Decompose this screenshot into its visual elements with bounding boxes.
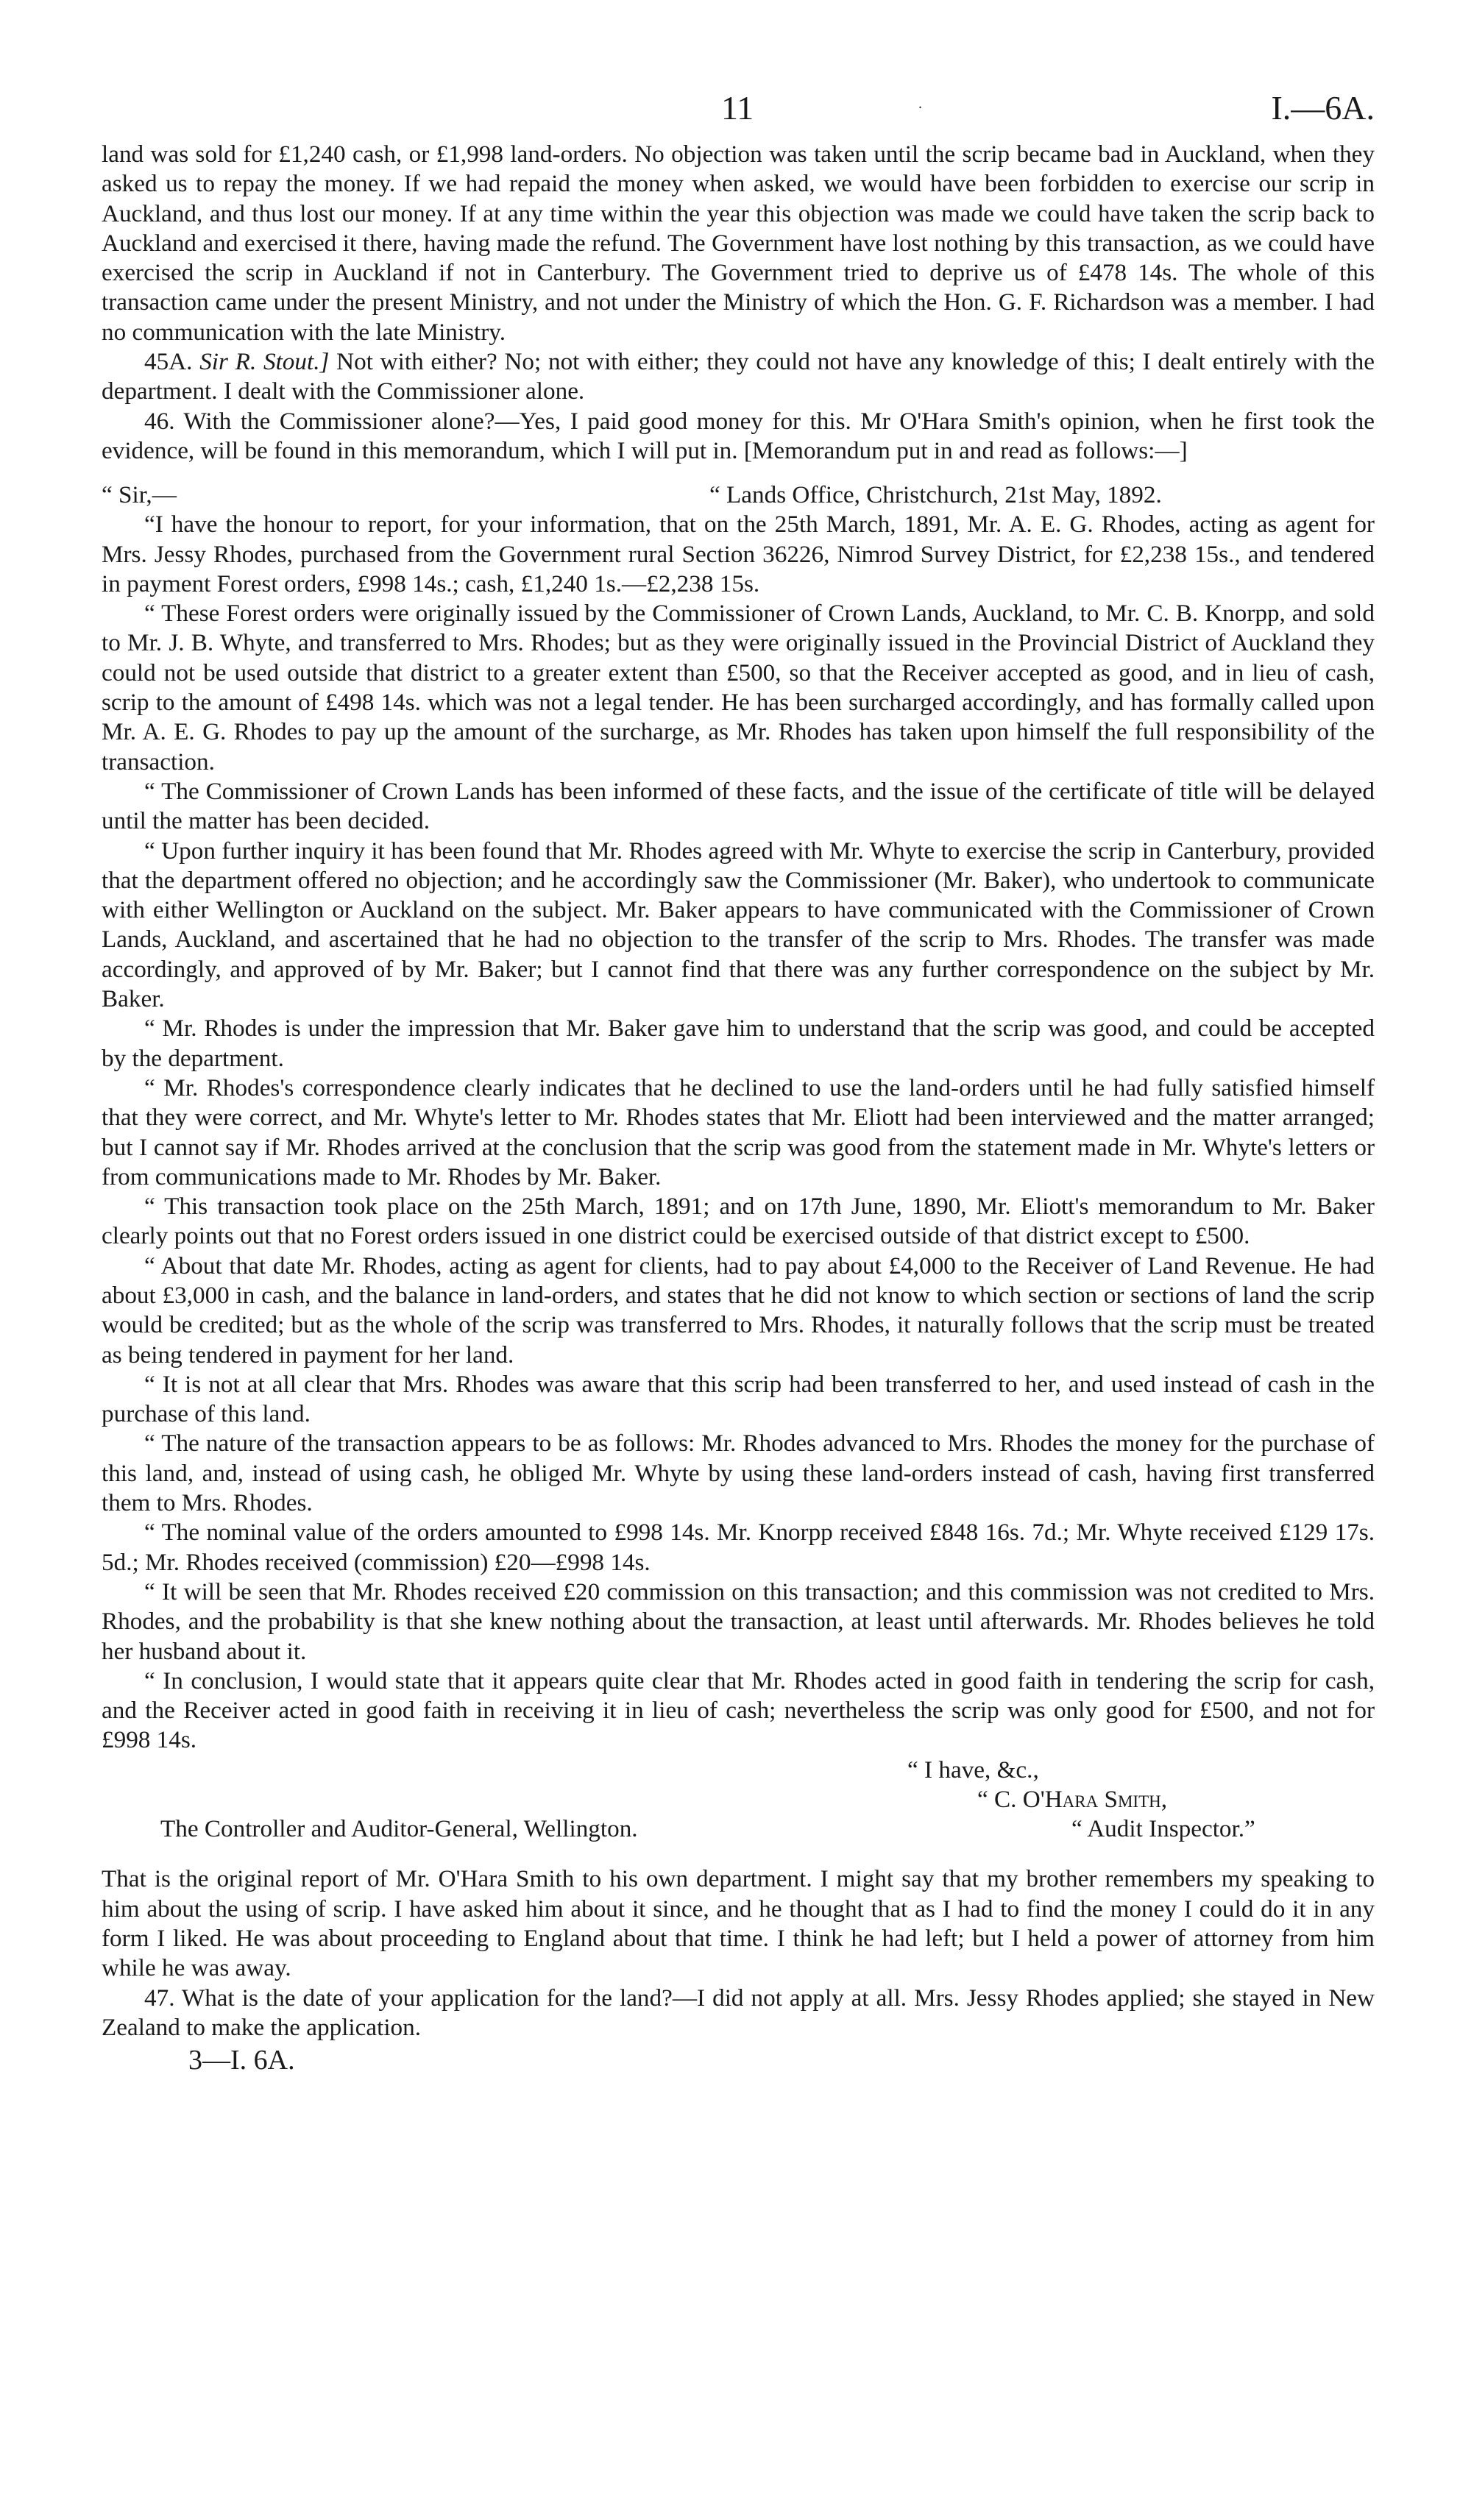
memorandum xyxy=(102,480,1375,1844)
page-number: 11 xyxy=(721,89,754,127)
paragraph-report: That is the original report of Mr. O'Hara Smith to his own department. I might say that my brother remembers my speaking to him about the using of scrip. I have asked him about it since, and he thought that as I had to find the money I could do it in any form I liked. He was about proceeding to England about that time. I think he had left; but I held a power of attorney from him while he was away. xyxy=(102,1865,1375,1982)
page-header xyxy=(102,88,1375,140)
memo-paragraph: “ These Forest orders were originally issued by the Commissioner of Crown Lands, Auckland, to Mr. C. B. Knorpp, and sold to Mr. J. B. Whyte, and transferred to Mrs. Rhodes; but as they were originally issued in the Provincial District of Auckland they could not be used outside that district to a greater extent than £500, so that the Receiver accepted as good, and in lieu of cash, scrip to the amount of £498 14s. which was not a legal tender. He has been surcharged accordingly, and has formally called upon Mr. A. E. G. Rhodes to pay up the amount of the surcharge, as Mr. Rhodes has taken upon himself the full responsibility of the transaction. xyxy=(102,600,1375,775)
memo-paragraph: “ It will be seen that Mr. Rhodes received £20 commission on this transaction; and this commission was not credited to Mrs. Rhodes, and the probability is that she knew nothing about the transaction, at least until afterwards. Mr. Rhodes believes he told her husband about it. xyxy=(102,1577,1375,1665)
paragraph-continued: land was sold for £1,240 cash, or £1,998 land-orders. No objection was taken until the scrip became bad in Auckland, when they asked us to repay the money. If we had repaid the money when asked, we would have been forbidden to exercise our scrip in Auckland, and thus lost our money. If at any time within the year this objection was made we could have taken the scrip back to Auckland and exercised it there, having made the refund. The Government have lost nothing by this transaction, as we could have exercised the scrip in Auckland if not in Canterbury. The Government tried to deprive us of £478 14s. The whole of this transaction came under the present Ministry, and not under the Ministry of which the Hon. G. F. Richardson was a member. I had no communication with the late Ministry. xyxy=(102,141,1375,346)
memo-addressee: The Controller and Auditor-General, Wellington. xyxy=(160,1815,638,1843)
paragraph-45a-text: Not with either? No; not with either; they could not have any knowledge of this; I dealt entirely with the department. I dealt with the Commissioner alone. xyxy=(102,348,1375,405)
memo-paragraph: “ About that date Mr. Rhodes, acting as agent for clients, had to pay about £4,000 to the Receiver of Land Revenue. He had about £3,000 in cash, and the balance in land-orders, and states that he did not know to which section or sections of land the scrip would be credited; but as the whole of the scrip was transferred to Mrs. Rhodes, it naturally follows that the scrip must be treated as being tendered in payment for her land. xyxy=(102,1252,1375,1369)
memo-address-row xyxy=(102,1814,1375,1844)
memo-signature xyxy=(102,1785,1375,1814)
speaker-name: Sir R. Stout.] xyxy=(199,348,330,376)
memo-place-date: “ Lands Office, Christchurch, 21st May, 1892. xyxy=(709,481,1162,509)
memo-paragraph: “ Mr. Rhodes is under the impression that Mr. Baker gave him to understand that the scrip was good, and could be accepted by the department. xyxy=(102,1015,1375,1072)
memo-heading xyxy=(102,480,1375,510)
paragraph-45a xyxy=(102,347,1375,407)
memo-salutation: “ Sir,— xyxy=(102,481,177,509)
document-page xyxy=(102,88,1375,2076)
memo-paragraph: “ Mr. Rhodes's correspondence clearly indicates that he declined to use the land-orders until he had fully satisfied himself that they were correct, and Mr. Whyte's letter to Mr. Rhodes states that Mr. Eliott had been interviewed and the matter arranged; but I cannot say if Mr. Rhodes arrived at the conclusion that the scrip was good from the statement made in Mr. Whyte's letters or from communications made to Mr. Rhodes by Mr. Baker. xyxy=(102,1073,1375,1190)
paper-reference: I.—6A. xyxy=(1271,89,1375,127)
memo-paragraph: “ The Commissioner of Crown Lands has been informed of these facts, and the issue of the certificate of title will be delayed until the matter has been decided. xyxy=(102,777,1375,835)
memo-paragraph: “ This transaction took place on the 25th March, 1891; and on 17th June, 1890, Mr. Eliott's memorandum to Mr. Baker clearly points out that no Forest orders issued in one district could be exercised outside of that district except to £500. xyxy=(102,1193,1375,1250)
memo-paragraph: “ Upon further inquiry it has been found that Mr. Rhodes agreed with Mr. Whyte to exercise the scrip in Canterbury, provided that the department offered no objection; and he accordingly saw the Commissioner (Mr. Baker), who undertook to communicate with either Wellington or Auckland on the subject. Mr. Baker appears to have communicated with the Commissioner of Crown Lands, Auckland, and ascertained that he had no objection to the transfer of the scrip to Mrs. Rhodes. The transfer was made accordingly, and approved of by Mr. Baker; but I cannot find that there was any further correspondence on the subject by Mr. Baker. xyxy=(102,837,1375,1013)
memo-paragraph: “I have the honour to report, for your information, that on the 25th March, 1891, Mr. A. E. G. Rhodes, acting as agent for Mrs. Jessy Rhodes, purchased from the Government rural Section 36226, Nimrod Survey District, for £2,238 15s., and tendered in payment Forest orders, £998 14s.; cash, £1,240 1s.—£2,238 15s. xyxy=(102,511,1375,597)
question-number: 45A. xyxy=(144,348,193,376)
memo-closing: “ I have, &c., xyxy=(907,1756,1039,1783)
paragraph-46: 46. With the Commissioner alone?—Yes, I paid good money for this. Mr O'Hara Smith's opinion, when he first took the evidence, will be found in this memorandum, which I will put in. [Memorandum put in and read as follows:—] xyxy=(102,407,1375,464)
signatory-name: “ C. O'Hara Smith, xyxy=(977,1786,1168,1814)
memo-paragraph: “ The nature of the transaction appears to be as follows: Mr. Rhodes advanced to Mrs. Rhodes the money for the purchase of this land, and, instead of using cash, he obliged Mr. Whyte by using these land-orders instead of cash, having first transferred them to Mrs. Rhodes. xyxy=(102,1430,1375,1517)
memo-paragraph: “ The nominal value of the orders amounted to £998 14s. Mr. Knorpp received £848 16s. 7d.; Mr. Whyte received £129 17s. 5d.; Mr. Rhodes received (commission) £20—£998 14s. xyxy=(102,1519,1375,1576)
header-dot: . xyxy=(918,96,922,112)
memo-signatory-title: “ Audit Inspector.” xyxy=(1071,1815,1255,1843)
signature-mark: 3—I. 6A. xyxy=(188,2045,295,2076)
memo-paragraph: “ In conclusion, I would state that it appears quite clear that Mr. Rhodes acted in good faith in tendering the scrip for cash, and the Receiver acted in good faith in receiving it in lieu of cash; nevertheless the scrip was only good for £500, and not for £998 14s. xyxy=(102,1667,1375,1754)
paragraph-47: 47. What is the date of your application for the land?—I did not apply at all. Mrs. Jessy Rhodes applied; she stayed in New Zealand to make the application. xyxy=(102,1984,1375,2041)
memo-paragraph: “ It is not at all clear that Mrs. Rhodes was aware that this scrip had been transferred to her, and used instead of cash in the purchase of this land. xyxy=(102,1370,1375,1428)
